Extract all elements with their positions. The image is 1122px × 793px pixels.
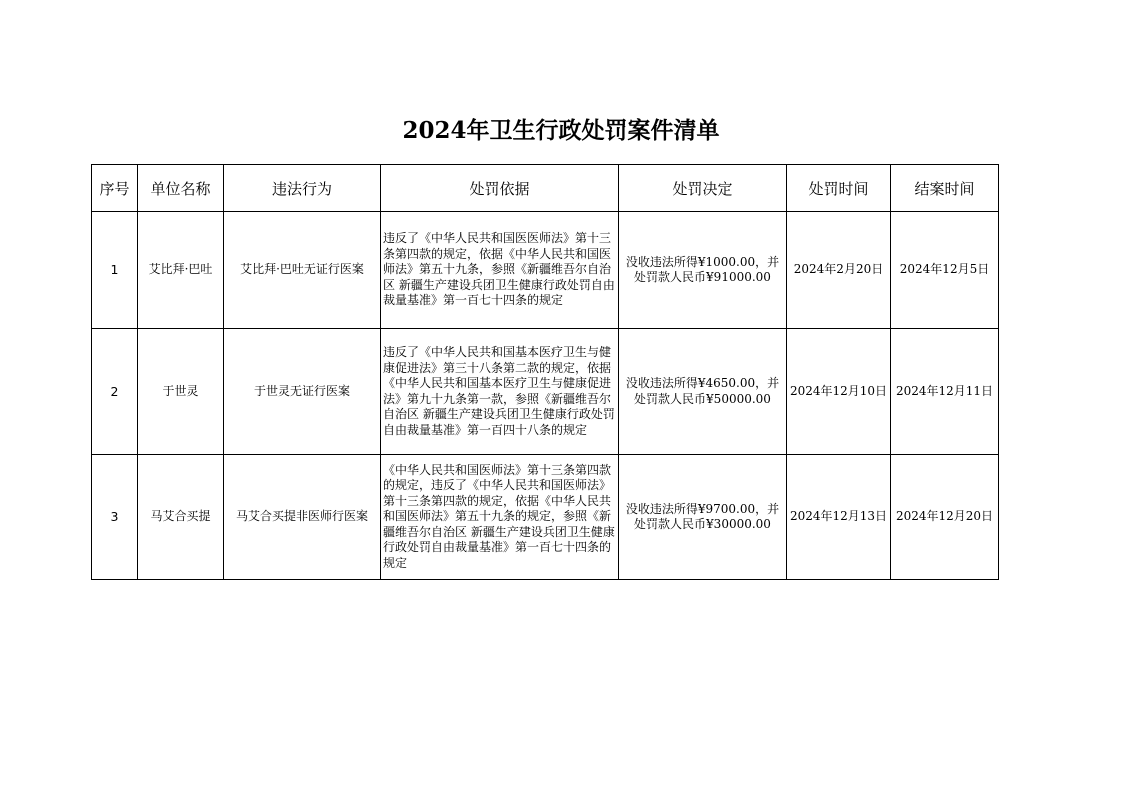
cell-violation: 艾比拜·巴吐无证行医案 — [224, 212, 381, 329]
cell-penalty-date: 2024年12月13日 — [787, 455, 891, 580]
cell-seq: 3 — [92, 455, 138, 580]
table-row — [92, 329, 999, 455]
header-close-date: 结案时间 — [891, 165, 999, 212]
header-penalty-decision: 处罚决定 — [619, 165, 787, 212]
cell-seq: 2 — [92, 329, 138, 455]
cell-penalty-date: 2024年12月10日 — [787, 329, 891, 455]
cell-penalty-decision: 没收违法所得¥1000.00，并处罚款人民币¥91000.00 — [619, 212, 787, 329]
cell-close-date: 2024年12月20日 — [891, 455, 999, 580]
cell-unit-name: 于世灵 — [138, 329, 224, 455]
table-header-row — [92, 165, 999, 212]
cell-penalty-basis: 《中华人民共和国医师法》第十三条第四款的规定，违反了《中华人民共和国医师法》第十三条第四款的规定，依据《中华人民共和国医师法》第五十九条的规定，参照《新疆维吾尔自治区 新疆生产建设兵团卫生健康行政处罚自由裁量基准》第一百七十四条的规定 — [381, 455, 619, 580]
table-row — [92, 455, 999, 580]
header-violation: 违法行为 — [224, 165, 381, 212]
header-penalty-basis: 处罚依据 — [381, 165, 619, 212]
header-unit-name: 单位名称 — [138, 165, 224, 212]
header-seq: 序号 — [92, 165, 138, 212]
cell-seq: 1 — [92, 212, 138, 329]
cell-close-date: 2024年12月11日 — [891, 329, 999, 455]
page-title: 2024年卫生行政处罚案件清单 — [402, 117, 720, 144]
cell-close-date: 2024年12月5日 — [891, 212, 999, 329]
table-row — [92, 212, 999, 329]
penalty-case-table — [91, 164, 999, 580]
cell-unit-name: 马艾合买提 — [138, 455, 224, 580]
cell-unit-name: 艾比拜·巴吐 — [138, 212, 224, 329]
header-penalty-date: 处罚时间 — [787, 165, 891, 212]
cell-penalty-basis: 违反了《中华人民共和国医医师法》第十三条第四款的规定，依据《中华人民共和国医师法》第五十九条，参照《新疆维吾尔自治区 新疆生产建设兵团卫生健康行政处罚自由裁量基准》第一百七十四条的规定 — [381, 212, 619, 329]
cell-penalty-basis: 违反了《中华人民共和国基本医疗卫生与健康促进法》第三十八条第二款的规定，依据《中华人民共和国基本医疗卫生与健康促进法》第九十九条第一款，参照《新疆维吾尔自治区 新疆生产建设兵团卫生健康行政处罚自由裁量基准》第一百四十八条的规定 — [381, 329, 619, 455]
cell-penalty-decision: 没收违法所得¥4650.00，并处罚款人民币¥50000.00 — [619, 329, 787, 455]
cell-penalty-decision: 没收违法所得¥9700.00，并处罚款人民币¥30000.00 — [619, 455, 787, 580]
cell-violation: 于世灵无证行医案 — [224, 329, 381, 455]
cell-violation: 马艾合买提非医师行医案 — [224, 455, 381, 580]
cell-penalty-date: 2024年2月20日 — [787, 212, 891, 329]
